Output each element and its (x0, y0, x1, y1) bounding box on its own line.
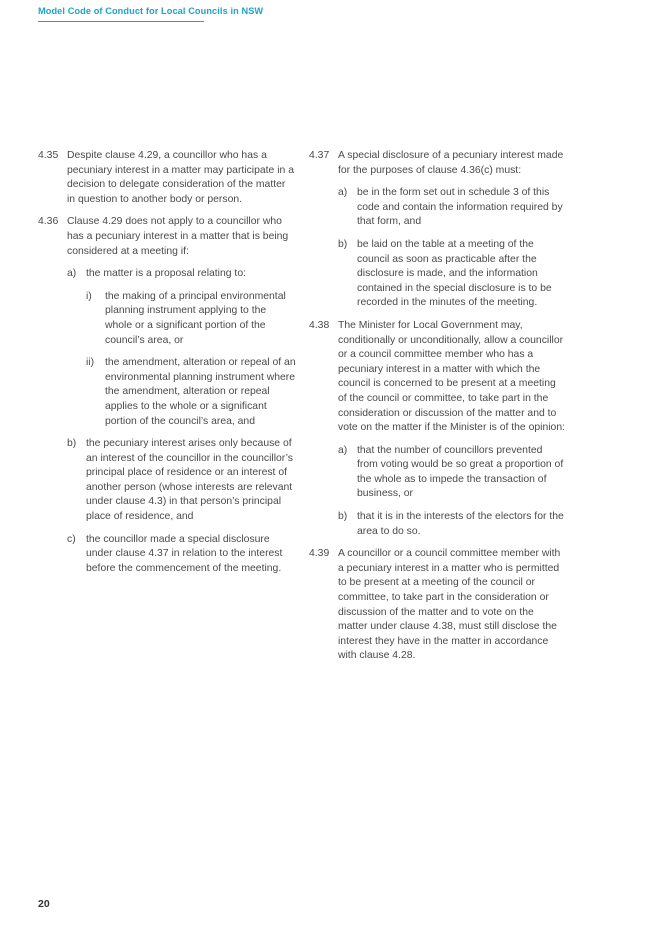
clause-number: 4.35 (38, 150, 59, 161)
sub-label: b) (338, 238, 348, 250)
clause-4-38-b (338, 510, 565, 539)
sub-text: that it is in the interests of the electors for the area to do so. (357, 511, 564, 537)
sub-label: b) (338, 511, 348, 523)
left-column (38, 149, 296, 584)
clause-4-37-b (338, 238, 565, 311)
subsub-text: the amendment, alteration or repeal of an environmental planning instrument where the amendment, alteration or repeal applies to the whole or a significant portion of the council’s area, and (105, 357, 296, 427)
sub-text: that the number of councillors prevented from voting would be so great a proportion of the whole as to impede the transaction of business, or (357, 444, 564, 500)
clause-4-36-a-ii (86, 356, 296, 429)
sub-text: the matter is a proposal relating to: (86, 268, 246, 280)
page-number: 20 (38, 898, 50, 910)
clause-4-35 (38, 149, 296, 207)
clause-text: The Minister for Local Government may, conditionally or unconditionally, allow a councillor or a council committee member who has a pecuniary interest in a matter with which the council is concerned to be present at a meeting of the council or committee, to take part in the consideration or discussion of the matter and to vote on the matter if the Minister is of the opinion: (338, 319, 565, 434)
sub-label: a) (338, 187, 348, 199)
clause-number: 4.39 (309, 548, 330, 560)
right-column (309, 149, 565, 672)
clause-number: 4.37 (309, 150, 330, 161)
header-rule (38, 21, 204, 22)
clause-4-36-b (67, 437, 296, 525)
clause-number: 4.38 (309, 319, 330, 331)
clause-4-39 (309, 547, 565, 664)
clause-4-36-a-i (86, 290, 296, 348)
subsub-label: i) (86, 290, 92, 302)
sub-text: be laid on the table at a meeting of the council as soon as practicable after the disclosure is made, and the information contained in the special disclosure is to be recorded in the minutes of the meeting. (357, 238, 552, 309)
sub-label: b) (67, 438, 77, 450)
clause-4-37 (309, 149, 565, 311)
clause-4-38-a (338, 444, 565, 502)
clause-4-36-a (67, 267, 296, 429)
clause-text: Clause 4.29 does not apply to a councillor who has a pecuniary interest in a matter that is being considered at a meeting if: (67, 216, 289, 257)
sub-label: c) (67, 533, 76, 545)
clause-4-38 (309, 319, 565, 539)
sub-label: a) (67, 268, 77, 280)
sub-text: the councillor made a special disclosure under clause 4.37 in relation to the interest before the commencement of the meeting. (86, 533, 283, 574)
subsub-text: the making of a principal environmental planning instrument applying to the whole or a significant portion of the council’s area, or (105, 290, 286, 346)
running-header: Model Code of Conduct for Local Councils in NSW (38, 6, 264, 16)
clause-number: 4.36 (38, 216, 59, 228)
clause-4-36 (38, 215, 296, 259)
clause-text: A special disclosure of a pecuniary interest made for the purposes of clause 4.36(c) must: (338, 150, 564, 176)
clause-4-37-a (338, 186, 565, 230)
sub-label: a) (338, 444, 348, 456)
subsub-label: ii) (86, 357, 95, 369)
sub-text: the pecuniary interest arises only because of an interest of the councillor in the councillor’s principal place of residence or an interest of another person (whose interests are relevant under clause 4.3) in that person’s principal place of residence, and (86, 438, 293, 523)
clause-text: A councillor or a council committee member with a pecuniary interest in a matter who is permitted to be present at a meeting of the council or committee, to take part in the consideration or discussion of the matter and to vote on the matter under clause 4.38, must still disclose the interest they have in the matter in accordance with clause 4.28. (338, 548, 561, 662)
clause-text: Despite clause 4.29, a councillor who has a pecuniary interest in a matter may participate in a decision to delegate consideration of the matter in question to another body or person. (67, 150, 294, 205)
clause-4-36-c (67, 533, 296, 577)
sub-text: be in the form set out in schedule 3 of this code and contain the information required by that form, and (357, 187, 563, 228)
